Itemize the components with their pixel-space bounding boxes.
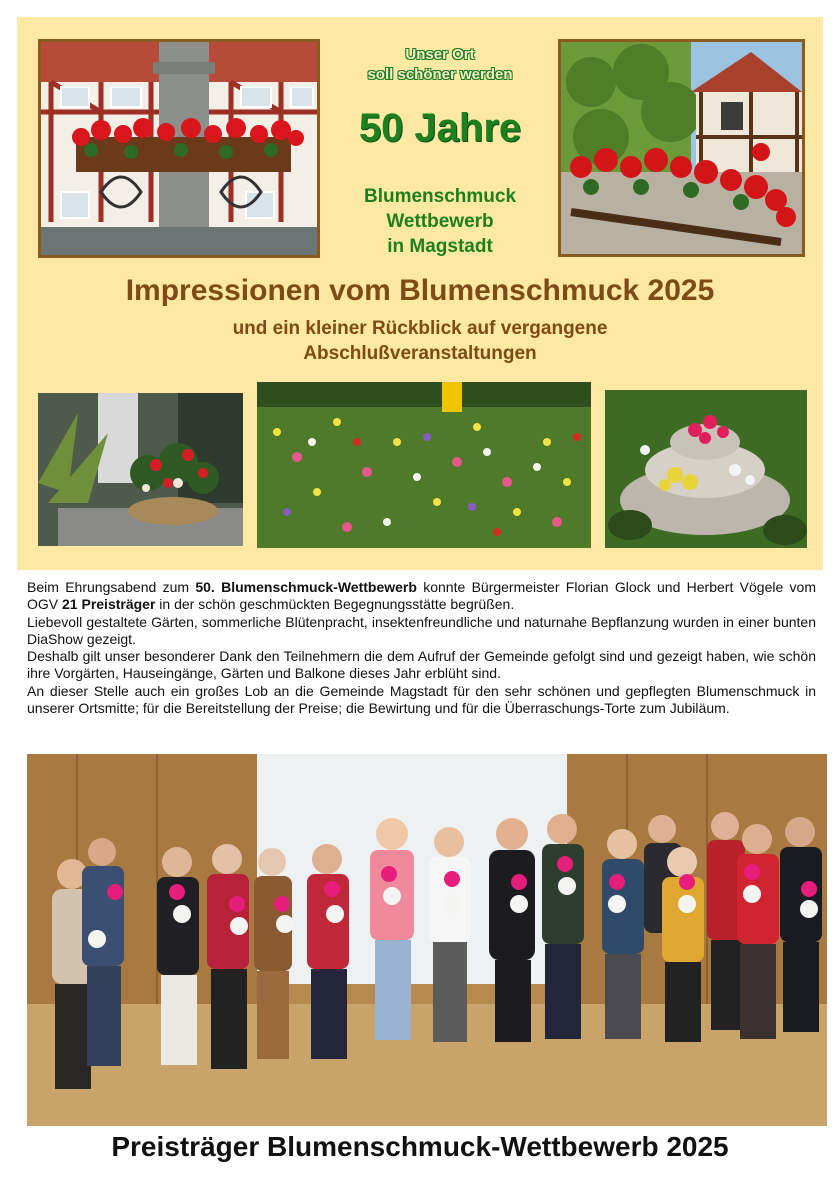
article-paragraph-3: Deshalb gilt unser besonderer Dank den Teilnehmern die dem Aufruf der Gemeinde gefolgt sind und gezeigt haben, wie schön ihre Vorgärten, Hauseingänge, Gärten und Balkone dieses Jahr erblüht sind.: [27, 648, 816, 682]
article-p1-text-e: in der schön geschmückten Begegnungsstätte begrüßen.: [155, 596, 515, 613]
prize-winners-group-photo: [27, 754, 827, 1126]
house-balcony-photo: [558, 39, 805, 257]
winner-count-bold: 21 Preisträger: [62, 596, 156, 613]
subheadline-line-2: Abschlußveranstaltungen: [303, 343, 537, 364]
anniversary-title: 50 Jahre: [358, 106, 522, 150]
article-paragraph-1: [27, 579, 816, 614]
article-text: [27, 579, 816, 717]
flower-basket-photo: [38, 393, 243, 546]
headline: Impressionen vom Blumenschmuck 2025: [125, 274, 715, 307]
competition-line-1: Blumenschmuck: [363, 186, 517, 207]
group-photo-caption: Preisträger Blumenschmuck-Wettbewerb 2025: [111, 1131, 729, 1162]
flower-spiral-photo: [605, 390, 807, 548]
subheadline-line-1: und ein kleiner Rückblick auf vergangene: [232, 318, 608, 339]
competition-name-bold: 50. Blumenschmuck-Wettbewerb: [195, 579, 417, 595]
article-p1-text-a: Beim Ehrungsabend zum: [27, 579, 196, 595]
tagline-line-2: soll schöner werden: [367, 66, 513, 83]
wildflower-meadow-photo: [257, 382, 591, 548]
tagline-line-1: Unser Ort: [405, 46, 475, 63]
fountain-photo: [38, 39, 320, 258]
article-paragraph-4: An dieser Stelle auch ein großes Lob an die Gemeinde Magstadt für den sehr schönen und gepflegten Blumenschmuck in unserer Ortsmitte; für die Bereitstellung der Preise; die Bewirtung und für die Überraschungs-Torte zum Jubiläum.: [27, 682, 816, 717]
competition-line-2: Wettbewerb: [386, 211, 494, 232]
article-p1-text-c: konnte Bürgermeister Florian Glock und Herbert Vögele vom OGV: [27, 579, 817, 613]
competition-line-3: in Magstadt: [387, 236, 493, 257]
article-paragraph-2: Liebevoll gestaltete Gärten, sommerliche Blütenpracht, insektenfreundliche und naturnahe Bepflanzung wurden in einer bunten DiaShow gezeigt.: [27, 613, 816, 647]
